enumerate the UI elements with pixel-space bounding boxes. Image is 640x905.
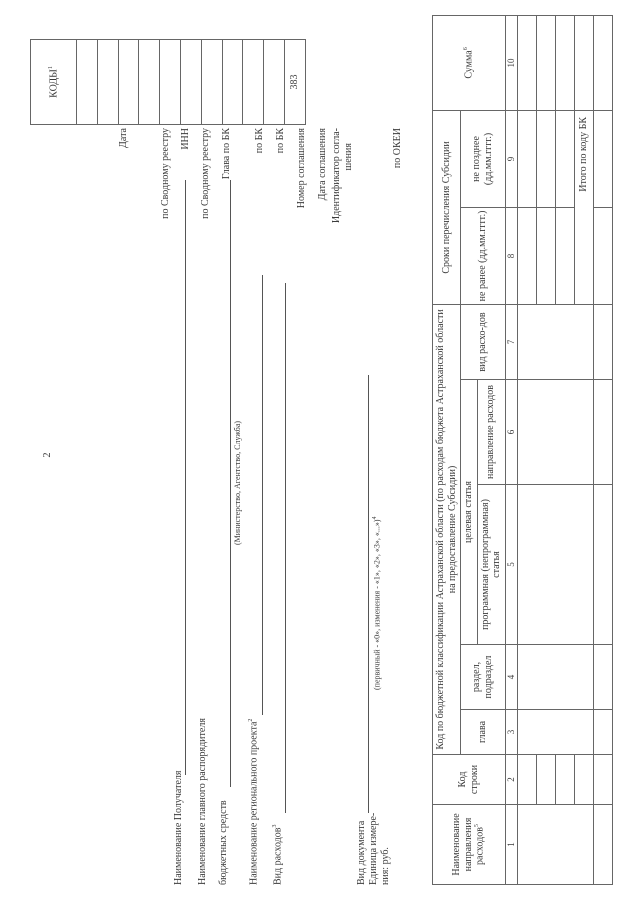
data-cell[interactable] <box>517 110 536 207</box>
col-header-not-later: не позднее (дд.мм.гггг.) <box>461 110 506 207</box>
label-agreement-id-1: Идентификатор согла- <box>331 128 342 224</box>
subsidy-schedule-table <box>432 15 613 885</box>
col-header-bk-code: Код по бюджетной классификации Астраханской области (по расходам бюджета Астраханской области на предоставление Субсидии) <box>433 304 461 754</box>
code-cell-po-bk-1[interactable] <box>180 40 201 125</box>
data-cell[interactable] <box>555 755 574 805</box>
data-cell[interactable] <box>517 805 593 885</box>
data-cell[interactable] <box>536 110 555 207</box>
data-cell[interactable] <box>593 15 612 110</box>
label-svodny-1: по Сводному реестру <box>160 128 171 219</box>
col-number: 8 <box>505 207 517 304</box>
col-header-program: программная (непрограммная) статья <box>477 485 505 645</box>
expense-footnote: 3 <box>272 824 278 828</box>
project-label-text: Наименование регионального проекта <box>248 721 260 885</box>
unit-label-1: Единица измере- <box>368 812 379 885</box>
page-number: 2 <box>42 452 53 458</box>
data-cell[interactable] <box>593 207 612 304</box>
codes-table <box>30 39 306 125</box>
col-header-sum-footnote: 6 <box>462 47 469 51</box>
code-cell-agreement-date[interactable] <box>243 40 264 125</box>
code-cell-svodny-2[interactable] <box>139 40 160 125</box>
col-header-vid: вид расхо-дов <box>461 304 506 379</box>
label-inn: ИНН <box>180 128 191 150</box>
gr-label-2: бюджетных средств <box>218 800 229 885</box>
data-cell[interactable] <box>555 110 574 207</box>
expense-label-text: Вид расходов <box>272 827 284 885</box>
col-number: 4 <box>505 645 517 710</box>
unit-label-2: ния: руб. <box>380 847 391 885</box>
expense-line <box>285 283 286 813</box>
label-po-bk-1: по БК <box>254 128 265 154</box>
code-cell-agreement-number[interactable] <box>222 40 243 125</box>
col-header-not-earlier: не ранее (дд.мм.гггг.) <box>461 207 506 304</box>
data-cell[interactable] <box>593 380 612 485</box>
col-header-direction-text: Наименование направления расходов <box>451 813 486 876</box>
code-cell-glava-bk[interactable] <box>160 40 181 125</box>
data-cell[interactable] <box>517 380 593 485</box>
label-agreement-id-2: шения <box>343 143 354 171</box>
label-date: Дата <box>118 128 129 148</box>
code-cell-agreement-id[interactable] <box>264 40 285 125</box>
codes-header <box>31 40 77 125</box>
col-header-direction <box>433 805 506 885</box>
label-okei: по ОКЕИ <box>392 128 403 169</box>
recipient-line <box>185 180 186 775</box>
col-number: 2 <box>505 755 517 805</box>
data-cell[interactable] <box>593 485 612 645</box>
doc-type-line <box>368 375 369 813</box>
doc-type-sublabel-text: (первичный - «0», изменения - «1», «2», «3», «...») <box>372 519 382 690</box>
data-cell[interactable] <box>593 304 612 379</box>
col-number: 7 <box>505 304 517 379</box>
col-header-direction-footnote: 5 <box>474 824 481 828</box>
codes-header-text: КОДЫ <box>48 69 60 98</box>
col-number: 1 <box>505 805 517 885</box>
data-cell[interactable] <box>517 207 536 304</box>
data-cell[interactable] <box>517 304 593 379</box>
data-cell[interactable] <box>555 15 574 110</box>
data-cell[interactable] <box>593 645 612 710</box>
data-cell[interactable] <box>536 207 555 304</box>
data-cell[interactable] <box>517 645 593 710</box>
label-agreement-number: Номер соглашения <box>296 128 307 209</box>
data-cell[interactable] <box>574 755 593 805</box>
data-cell[interactable] <box>593 710 612 755</box>
col-header-glava: глава <box>461 710 506 755</box>
col-number: 3 <box>505 710 517 755</box>
data-cell[interactable] <box>593 755 612 805</box>
code-cell-po-bk-2[interactable] <box>201 40 222 125</box>
code-cell-date[interactable] <box>77 40 98 125</box>
label-agreement-date: Дата соглашения <box>317 128 328 201</box>
total-label: Итого по коду БК <box>574 110 593 304</box>
col-number: 5 <box>505 485 517 645</box>
col-header-target: целевая статья <box>461 380 478 645</box>
code-cell-inn[interactable] <box>118 40 139 125</box>
label-glava-bk: Глава по БК <box>221 128 232 180</box>
project-line <box>262 275 263 715</box>
col-number: 10 <box>505 15 517 110</box>
code-cell-okei: 383 <box>284 40 305 125</box>
code-cell-svodny-1[interactable] <box>97 40 118 125</box>
col-header-terms: Сроки перечисления Субсидии <box>433 110 461 304</box>
data-cell[interactable] <box>536 755 555 805</box>
data-cell[interactable] <box>517 755 536 805</box>
data-cell[interactable] <box>555 207 574 304</box>
gr-label-1: Наименование главного распорядителя <box>197 718 208 885</box>
data-cell[interactable] <box>593 110 612 207</box>
gr-sublabel: (Министерство, Агентство, Служба) <box>233 420 242 545</box>
data-cell[interactable] <box>517 15 536 110</box>
col-header-sum <box>433 15 506 110</box>
project-footnote: 2 <box>248 718 254 722</box>
col-header-direction-exp: направление расходов <box>477 380 505 485</box>
project-label <box>248 719 259 885</box>
col-header-sum-text: Сумма <box>463 50 475 79</box>
total-sum-cell[interactable] <box>574 15 593 110</box>
doc-type-sublabel <box>372 516 382 690</box>
data-cell[interactable] <box>593 805 612 885</box>
data-cell[interactable] <box>536 15 555 110</box>
col-header-row-code: Код строки <box>433 755 506 805</box>
data-cell[interactable] <box>517 485 593 645</box>
recipient-label: Наименование Получателя <box>173 770 184 885</box>
doc-type-label: Вид документа <box>356 820 367 885</box>
col-number: 9 <box>505 110 517 207</box>
col-number: 6 <box>505 380 517 485</box>
codes-footnote: 1 <box>47 66 54 70</box>
data-cell[interactable] <box>517 710 593 755</box>
doc-type-footnote: 4 <box>372 516 378 520</box>
expense-label <box>272 825 283 886</box>
col-header-razdel: раздел, подраздел <box>461 645 506 710</box>
label-po-bk-2: по БК <box>275 128 286 154</box>
label-svodny-2: по Сводному реестру <box>200 128 211 219</box>
gr-line <box>230 180 231 787</box>
